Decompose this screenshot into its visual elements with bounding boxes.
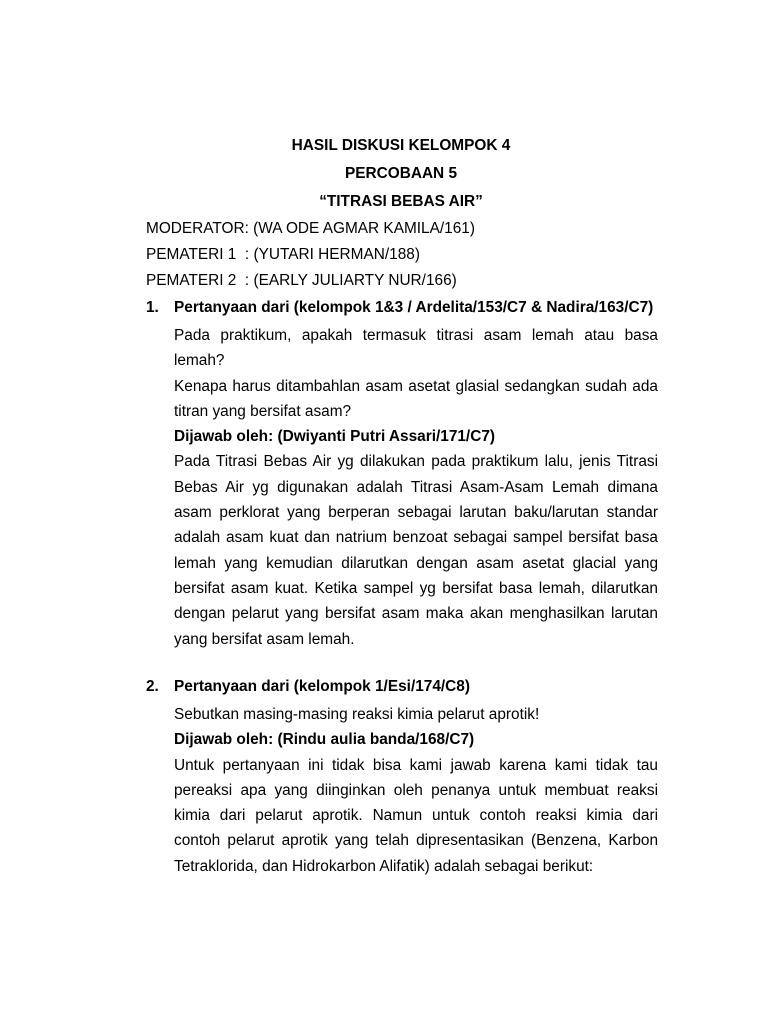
answered-by-label: Dijawab oleh: (Dwiyanti Putri Assari/171/C7) xyxy=(174,428,496,446)
item-number: 2. xyxy=(146,678,159,695)
answered-by-label: Dijawab oleh: (Rindu aulia banda/168/C7) xyxy=(174,731,475,749)
discussion-item-2 xyxy=(146,676,658,879)
item-question-source: Pertanyaan dari (kelompok 1&3 / Ardelita/153/C7 & Nadira/163/C7) xyxy=(174,299,654,316)
item-body xyxy=(146,323,658,652)
answer-text: Untuk pertanyaan ini tidak bisa kami jawab karena kami tidak tau pereaksi apa yang diinginkan oleh penanya untuk membuat reaksi kimia dari pelarut aprotik. Namun untuk contoh reaksi kimia dari contoh pelarut aprotik yang telah dipresentasikan (Benzena, Karbon Tetraklorida, dan Hidrokarbon Alifatik) adalah sebagai berikut: xyxy=(174,756,658,875)
participants-block xyxy=(146,218,666,296)
question-text: Pada praktikum, apakah termasuk titrasi asam lemah atau basa lemah? xyxy=(174,327,658,370)
item-number: 1. xyxy=(146,299,159,316)
pemateri-2-line: PEMATERI 2 : (EARLY JULIARTY NUR/166) xyxy=(146,272,457,289)
title-line-1: HASIL DISKUSI KELOMPOK 4 xyxy=(291,137,511,154)
pemateri-1-line: PEMATERI 1 : (YUTARI HERMAN/188) xyxy=(146,246,420,263)
title-line-3: “TITRASI BEBAS AIR” xyxy=(319,193,483,210)
moderator-line: MODERATOR: (WA ODE AGMAR KAMILA/161) xyxy=(146,220,475,237)
item-heading xyxy=(146,676,658,702)
question-text: Kenapa harus ditambahlan asam asetat glasial sedangkan sudah ada titran yang bersifat asam? xyxy=(174,377,658,420)
title-line-2: PERCOBAAN 5 xyxy=(344,165,458,182)
item-body xyxy=(146,702,658,879)
discussion-item-1 xyxy=(146,297,658,652)
question-text: Sebutkan masing-masing reaksi kimia pelarut aprotik! xyxy=(174,706,540,723)
item-heading xyxy=(146,297,658,323)
answer-text: Pada Titrasi Bebas Air yg dilakukan pada praktikum lalu, jenis Titrasi Bebas Air yg digunakan adalah Titrasi Asam-Asam Lemah dimana asam perklorat yang berperan sebagai larutan baku/larutan standar adalah asam kuat dan natrium benzoat sebagai sampel bersifat basa lemah yang kemudian dilarutkan dengan asam asetat glacial yang bersifat asam kuat. Ketika sampel yg bersifat basa lemah, dilarutkan dengan pelarut yang bersifat asam maka akan menghasilkan larutan yang bersifat asam lemah. xyxy=(174,453,658,648)
item-question-source: Pertanyaan dari (kelompok 1/Esi/174/C8) xyxy=(174,678,470,695)
document-title xyxy=(0,136,768,220)
